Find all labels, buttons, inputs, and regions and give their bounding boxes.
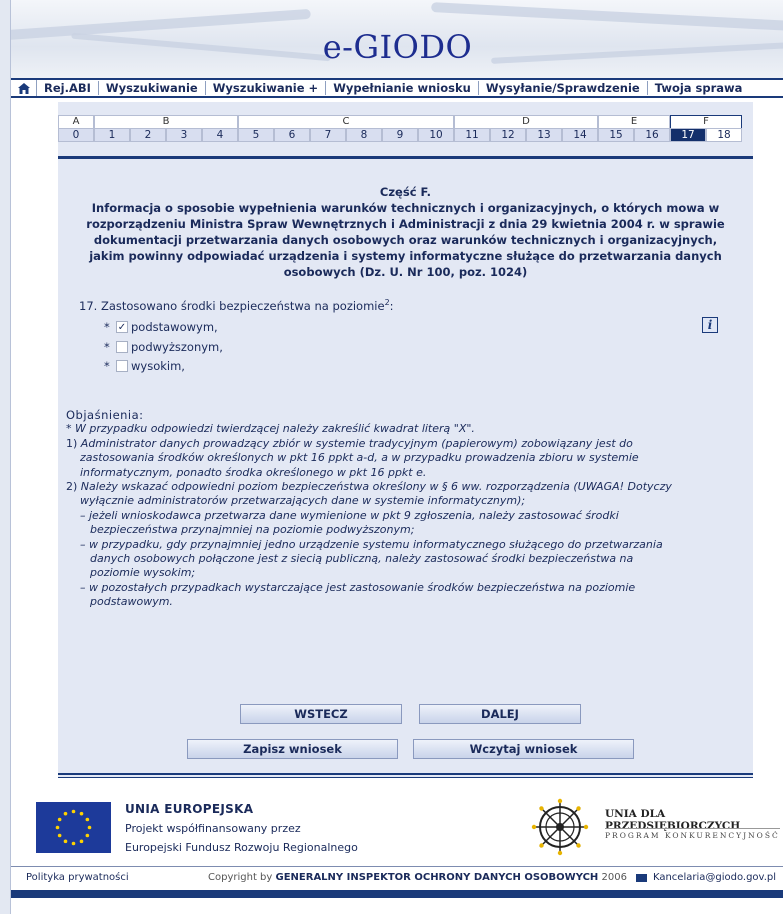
explanation-line: informatycznym, ponadto środka określonego w pkt 16 ppkt e. <box>80 465 427 479</box>
explanations <box>66 408 716 610</box>
section-title-line: rozporządzeniu Ministra Spraw Wewnętrznych i Administracji z dnia 29 kwietnia 2004 r. w sprawie <box>86 217 725 231</box>
section-title-line: jakim powinny odpowiadać urządzenia i systemy informatyczne służące do przetwarzania danych <box>89 249 722 263</box>
nav-twoja-sprawa[interactable]: Twoja sprawa <box>654 81 743 95</box>
step-navigator <box>58 115 743 142</box>
footer <box>11 872 783 886</box>
step-13[interactable]: 13 <box>526 128 562 142</box>
load-application-button[interactable]: Wczytaj wniosek <box>413 739 634 759</box>
step-0[interactable]: 0 <box>58 128 94 142</box>
ship-wheel-emblem-icon <box>529 796 591 858</box>
divider <box>58 773 753 778</box>
divider <box>11 866 783 867</box>
header <box>11 0 783 78</box>
step-row <box>58 128 743 142</box>
eu-funding-info <box>125 800 358 857</box>
step-3[interactable]: 3 <box>166 128 202 142</box>
privacy-policy-link[interactable]: Polityka prywatności <box>26 872 129 883</box>
envelope-icon <box>636 874 647 882</box>
info-icon[interactable]: i <box>702 317 718 333</box>
required-marker: * <box>104 359 110 373</box>
step-5[interactable]: 5 <box>238 128 274 142</box>
section-title <box>68 184 743 280</box>
checkbox-podwyzszonym[interactable] <box>116 341 128 353</box>
eu-star <box>80 812 84 816</box>
step-4[interactable]: 4 <box>202 128 238 142</box>
required-marker: * <box>104 320 110 334</box>
explanation-line: zastosowania środków określonych w pkt 16 ppkt a-d, a w przypadku prowadzenia zbioru w systemie <box>80 451 639 465</box>
udp-title: UNIA DLA PRZEDSIĘBIORCZYCH <box>605 808 741 832</box>
section-f: F <box>670 115 742 128</box>
eu-star <box>64 812 68 816</box>
form-panel <box>58 102 753 778</box>
section-c: C <box>238 115 454 128</box>
main-frame <box>10 0 783 914</box>
checkbox-wysokim[interactable] <box>116 360 128 372</box>
required-marker: * <box>104 340 110 354</box>
step-18[interactable]: 18 <box>706 128 742 142</box>
explanation-line: – w pozostałych przypadkach wystarczające jest zastosowanie środków bezpieczeństwa na poziomie <box>80 580 636 594</box>
section-title-line: Informacja o sposobie wypełnienia warunków technicznych i organizacyjnych, o których mowa w <box>91 201 720 215</box>
email-link[interactable] <box>636 872 776 883</box>
step-17[interactable]: 17 <box>670 128 706 142</box>
option-wysokim <box>104 359 185 373</box>
eu-star <box>72 842 76 846</box>
nav-wypelnianie-wniosku[interactable]: Wypełnianie wniosku <box>326 81 479 95</box>
option-podstawowym <box>104 320 218 334</box>
step-1[interactable]: 1 <box>94 128 130 142</box>
udp-subtitle: PROGRAM KONKURENCYJNOŚĆ <box>605 828 780 840</box>
nav-home[interactable] <box>11 80 37 96</box>
eu-star <box>86 818 90 822</box>
option-label: podwyższonym, <box>131 340 223 354</box>
eu-star <box>58 818 62 822</box>
section-title-line: dokumentacji przetwarzania danych osobowych oraz warunków technicznych i organizacyjnych, <box>93 233 718 247</box>
option-label: wysokim, <box>131 359 185 373</box>
step-10[interactable]: 10 <box>418 128 454 142</box>
section-title-line: osobowych (Dz. U. Nr 100, poz. 1024) <box>283 265 528 279</box>
email-address[interactable]: Kancelaria@giodo.gov.pl <box>652 872 776 883</box>
nav-rej-abi[interactable]: Rej.ABI <box>37 81 99 95</box>
question-17-label: 17. Zastosowano środki bezpieczeństwa na poziomie$^2$: <box>79 298 394 313</box>
nav-wysylanie-sprawdzenie[interactable]: Wysyłanie/Sprawdzenie <box>479 81 648 95</box>
section-a: A <box>58 115 94 128</box>
option-label: podstawowym, <box>131 320 218 334</box>
step-16[interactable]: 16 <box>634 128 670 142</box>
eu-flag-icon <box>36 802 111 853</box>
step-14[interactable]: 14 <box>562 128 598 142</box>
explanation-line: 2) Należy wskazać odpowiedni poziom bezpieczeństwa określony w § 6 ww. rozporządzenia (UWAGA! Dotyczy <box>66 480 672 494</box>
explanation-line: bezpieczeństwa przynajmniej na poziomie podwyższonym; <box>90 523 415 537</box>
explanation-line: wyłącznie administratorów przetwarzających dane w systemie informatycznym); <box>80 494 526 508</box>
explanation-line: poziomie wysokim; <box>90 566 196 580</box>
eu-heading: UNIA EUROPEJSKA <box>125 802 254 816</box>
explanation-line: danych osobowych połączone jest z siecią publiczną, należy zastosować środki bezpieczeństwa na <box>90 552 634 566</box>
eu-star <box>56 826 60 830</box>
explanation-line: podstawowym. <box>90 595 173 609</box>
nav-wyszukiwanie[interactable]: Wyszukiwanie <box>99 81 206 95</box>
next-button[interactable]: DALEJ <box>419 704 581 724</box>
bottom-bar <box>11 890 783 898</box>
nav-wyszukiwanie-plus[interactable]: Wyszukiwanie + <box>206 81 326 95</box>
section-d: D <box>454 115 598 128</box>
eu-star <box>88 826 92 830</box>
step-8[interactable]: 8 <box>346 128 382 142</box>
explanations-list <box>66 422 716 609</box>
eu-star <box>86 834 90 838</box>
step-12[interactable]: 12 <box>490 128 526 142</box>
back-button[interactable]: WSTECZ <box>240 704 402 724</box>
eu-line: Projekt współfinansowany przez <box>125 822 301 835</box>
section-b: B <box>94 115 238 128</box>
eu-line: Europejski Fundusz Rozwoju Regionalnego <box>125 841 358 854</box>
step-11[interactable]: 11 <box>454 128 490 142</box>
eu-star <box>72 810 76 814</box>
explanation-line: * W przypadku odpowiedzi twierdzącej należy zakreślić kwadrat literą "X". <box>66 422 475 436</box>
main-nav <box>11 78 783 98</box>
step-2[interactable]: 2 <box>130 128 166 142</box>
section-row <box>58 115 743 128</box>
explanations-heading: Objaśnienia: <box>66 408 144 422</box>
explanation-line: 1) Administrator danych prowadzący zbiór w systemie tradycyjnym (papierowym) zobowiązany jest do <box>66 436 633 450</box>
step-15[interactable]: 15 <box>598 128 634 142</box>
eu-star <box>80 840 84 844</box>
eu-star <box>58 834 62 838</box>
explanation-line: – jeżeli wnioskodawca przetwarza dane wymienione w pkt 9 zgłoszenia, należy zastosować środki <box>80 508 619 522</box>
step-6[interactable]: 6 <box>274 128 310 142</box>
app-logo[interactable]: e-GIODO <box>322 28 473 66</box>
step-9[interactable]: 9 <box>382 128 418 142</box>
checkbox-podstawowym[interactable]: ✓ <box>117 321 127 333</box>
section-heading: Część F. <box>379 185 432 199</box>
option-podwyzszonym <box>104 340 223 354</box>
home-icon <box>18 83 30 94</box>
save-application-button[interactable]: Zapisz wniosek <box>187 739 398 759</box>
section-e: E <box>598 115 670 128</box>
copyright: Copyright by GENERALNY INSPEKTOR OCHRONY DANYCH OSOBOWYCH 2006 <box>208 872 627 883</box>
explanation-line: – w przypadku, gdy przynajmniej jedno urządzenie systemu informatycznego służącego do przetwarzania <box>80 537 663 551</box>
step-7[interactable]: 7 <box>310 128 346 142</box>
eu-star <box>64 840 68 844</box>
divider <box>58 156 753 159</box>
